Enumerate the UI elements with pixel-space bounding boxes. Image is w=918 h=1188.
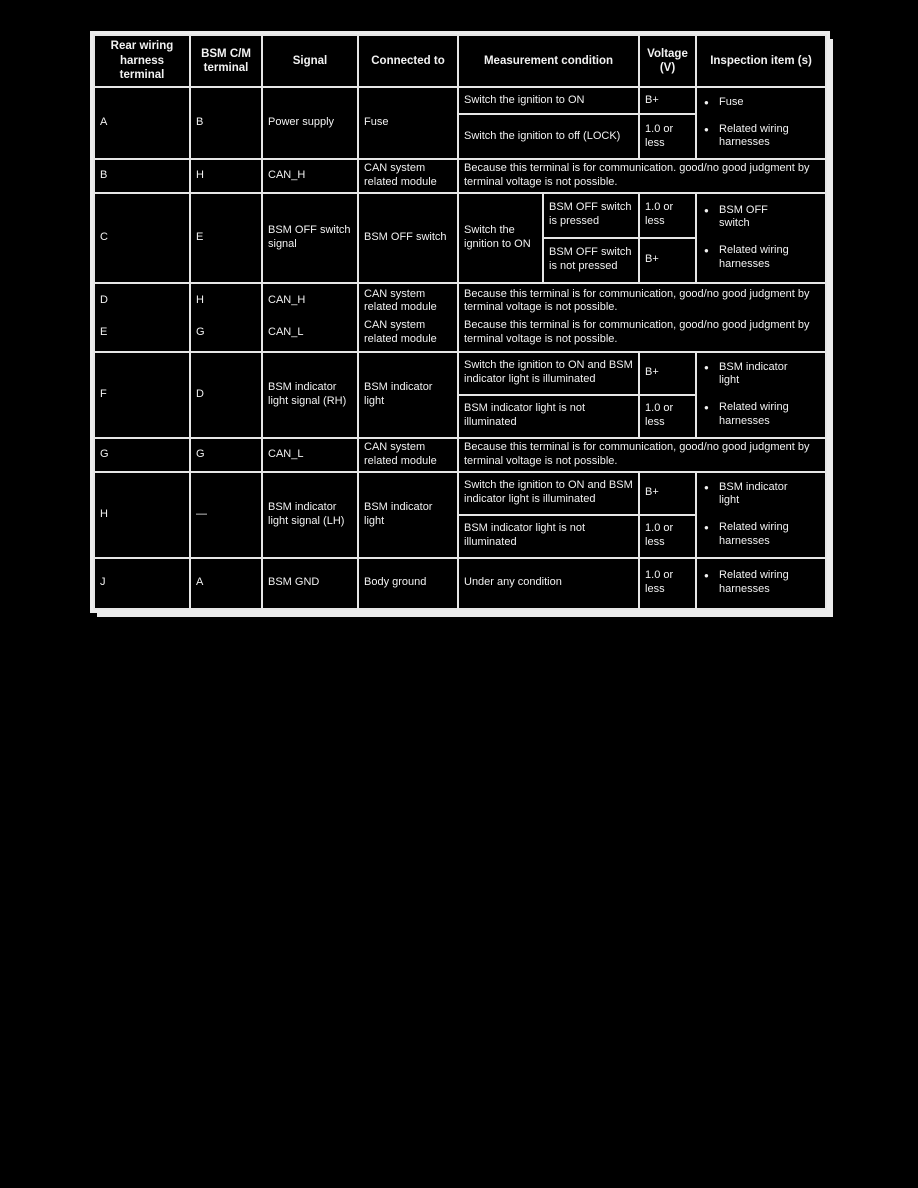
cell-condition: Switch the ignition to ON	[458, 87, 639, 114]
cell-connected-to: CAN system related module	[358, 438, 458, 472]
connected-to-e: CAN system related module	[364, 319, 437, 345]
cell-voltage: 1.0 or less	[639, 395, 696, 438]
cell-bsm-terminal	[190, 283, 262, 352]
inspection-item-label: Related wiring harnesses	[719, 244, 789, 270]
header-row	[94, 35, 826, 87]
cell-rear-terminal: J	[94, 558, 190, 609]
cell-connected-to: Fuse	[358, 87, 458, 159]
table-row-d-e	[94, 283, 826, 352]
inspection-item	[702, 244, 820, 272]
bullet-icon: ●	[704, 362, 709, 372]
cell-signal: CAN_H	[262, 159, 358, 193]
bullet-icon: ●	[704, 205, 709, 215]
cell-bsm-terminal: E	[190, 193, 262, 283]
inspection-item-label: BSM indicator light	[719, 480, 788, 507]
cell-inspection-items	[696, 352, 826, 438]
rear-terminal-e: E	[100, 325, 108, 338]
inspection-item	[702, 361, 820, 389]
cell-voltage: 1.0 or less	[639, 114, 696, 159]
cell-condition: Switch the ignition to ON and BSM indicator light is illuminated	[458, 472, 639, 515]
table-row-j	[94, 558, 826, 609]
inspection-item-label: Related wiring harnesses	[719, 521, 789, 547]
cell-signal: BSM OFF switch signal	[262, 193, 358, 283]
cell-inspection-items	[696, 558, 826, 609]
cell-connected-to: BSM OFF switch	[358, 193, 458, 283]
inspection-item	[702, 123, 820, 151]
inspection-item-label: Related wiring harnesses	[719, 569, 789, 595]
inspection-item-label: BSM OFF switch	[719, 203, 768, 230]
cell-precondition: Switch the ignition to ON	[458, 193, 543, 283]
cell-condition: BSM OFF switch is not pressed	[543, 238, 639, 283]
cell-condition: BSM indicator light is not illuminated	[458, 395, 639, 438]
inspection-item-label: Fuse	[719, 95, 744, 108]
table-row-c	[94, 193, 826, 238]
inspection-item	[702, 96, 820, 110]
header-measurement-condition: Measurement condition	[458, 35, 639, 87]
cell-signal: BSM indicator light signal (RH)	[262, 352, 358, 438]
terminal-voltage-table	[93, 34, 827, 610]
cell-connected-to: BSM indicator light	[358, 472, 458, 558]
cell-rear-terminal: F	[94, 352, 190, 438]
cell-connected-to: BSM indicator light	[358, 352, 458, 438]
rear-terminal-d: D	[100, 294, 108, 307]
cell-condition: Switch the ignition to off (LOCK)	[458, 114, 639, 159]
bullet-icon: ●	[704, 571, 709, 581]
table-row-a	[94, 87, 826, 114]
cell-signal: Power supply	[262, 87, 358, 159]
header-signal: Signal	[262, 35, 358, 87]
cell-voltage: B+	[639, 352, 696, 395]
inspection-item	[702, 569, 820, 597]
cell-communication-note	[458, 283, 826, 352]
header-voltage: Voltage (V)	[639, 35, 696, 87]
cell-rear-terminal: H	[94, 472, 190, 558]
table-row-b	[94, 159, 826, 193]
cell-signal	[262, 283, 358, 352]
bullet-icon: ●	[704, 97, 709, 107]
cell-rear-terminal: C	[94, 193, 190, 283]
cell-rear-terminal: A	[94, 87, 190, 159]
cell-rear-terminal	[94, 283, 190, 352]
cell-signal: BSM GND	[262, 558, 358, 609]
table-row-g	[94, 438, 826, 472]
bullet-icon: ●	[704, 124, 709, 134]
cell-bsm-terminal: H	[190, 159, 262, 193]
bullet-icon: ●	[704, 246, 709, 255]
cell-connected-to: Body ground	[358, 558, 458, 609]
bsm-terminal-e: G	[196, 325, 205, 338]
cell-communication-note: Because this terminal is for communication, good/no good judgment by terminal voltage is not possible.	[458, 438, 826, 472]
inspection-item	[702, 401, 820, 429]
cell-voltage: B+	[639, 87, 696, 114]
cell-bsm-terminal: A	[190, 558, 262, 609]
cell-voltage: B+	[639, 472, 696, 515]
cell-condition: BSM OFF switch is pressed	[543, 193, 639, 238]
signal-e: CAN_L	[268, 325, 304, 338]
cell-voltage: 1.0 or less	[639, 558, 696, 609]
cell-rear-terminal: B	[94, 159, 190, 193]
cell-bsm-terminal: G	[190, 438, 262, 472]
cell-condition: Switch the ignition to ON and BSM indicator light is illuminated	[458, 352, 639, 395]
inspection-item	[702, 521, 820, 549]
cell-rear-terminal: G	[94, 438, 190, 472]
cell-signal: CAN_L	[262, 438, 358, 472]
inspection-item	[702, 204, 820, 232]
bullet-icon: ●	[704, 403, 709, 412]
cell-bsm-terminal: —	[190, 472, 262, 558]
cell-inspection-items	[696, 87, 826, 159]
cell-voltage: 1.0 or less	[639, 515, 696, 558]
cell-inspection-items	[696, 193, 826, 283]
communication-note-e: Because this terminal is for communication, good/no good judgment by terminal voltage is not possible.	[464, 319, 810, 345]
table-row-h	[94, 472, 826, 515]
header-rear-terminal: Rear wiring harness terminal	[94, 35, 190, 87]
cell-bsm-terminal: D	[190, 352, 262, 438]
inspection-item-label: BSM indicator light	[719, 360, 788, 387]
cell-inspection-items	[696, 472, 826, 558]
header-connected-to: Connected to	[358, 35, 458, 87]
inspection-item	[702, 481, 820, 509]
connected-to-d: CAN system related module	[364, 287, 437, 314]
bullet-icon: ●	[704, 482, 709, 492]
header-bsm-terminal: BSM C/M terminal	[190, 35, 262, 87]
cell-connected-to	[358, 283, 458, 352]
bullet-icon: ●	[704, 523, 709, 532]
inspection-item-label: Related wiring harnesses	[719, 122, 789, 149]
inspection-item-label: Related wiring harnesses	[719, 401, 789, 427]
cell-voltage: 1.0 or less	[639, 193, 696, 238]
cell-condition: BSM indicator light is not illuminated	[458, 515, 639, 558]
cell-condition: Under any condition	[458, 558, 639, 609]
cell-voltage: B+	[639, 238, 696, 283]
cell-signal: BSM indicator light signal (LH)	[262, 472, 358, 558]
cell-bsm-terminal: B	[190, 87, 262, 159]
header-inspection-items: Inspection item (s)	[696, 35, 826, 87]
cell-connected-to: CAN system related module	[358, 159, 458, 193]
table-row-f	[94, 352, 826, 395]
signal-d: CAN_H	[268, 294, 306, 307]
communication-note-d: Because this terminal is for communication, good/no good judgment by terminal voltage is not possible.	[464, 287, 810, 314]
bsm-terminal-d: H	[196, 294, 204, 307]
cell-communication-note: Because this terminal is for communication. good/no good judgment by terminal voltage is not possible.	[458, 159, 826, 193]
terminal-voltage-table-frame	[90, 31, 830, 613]
